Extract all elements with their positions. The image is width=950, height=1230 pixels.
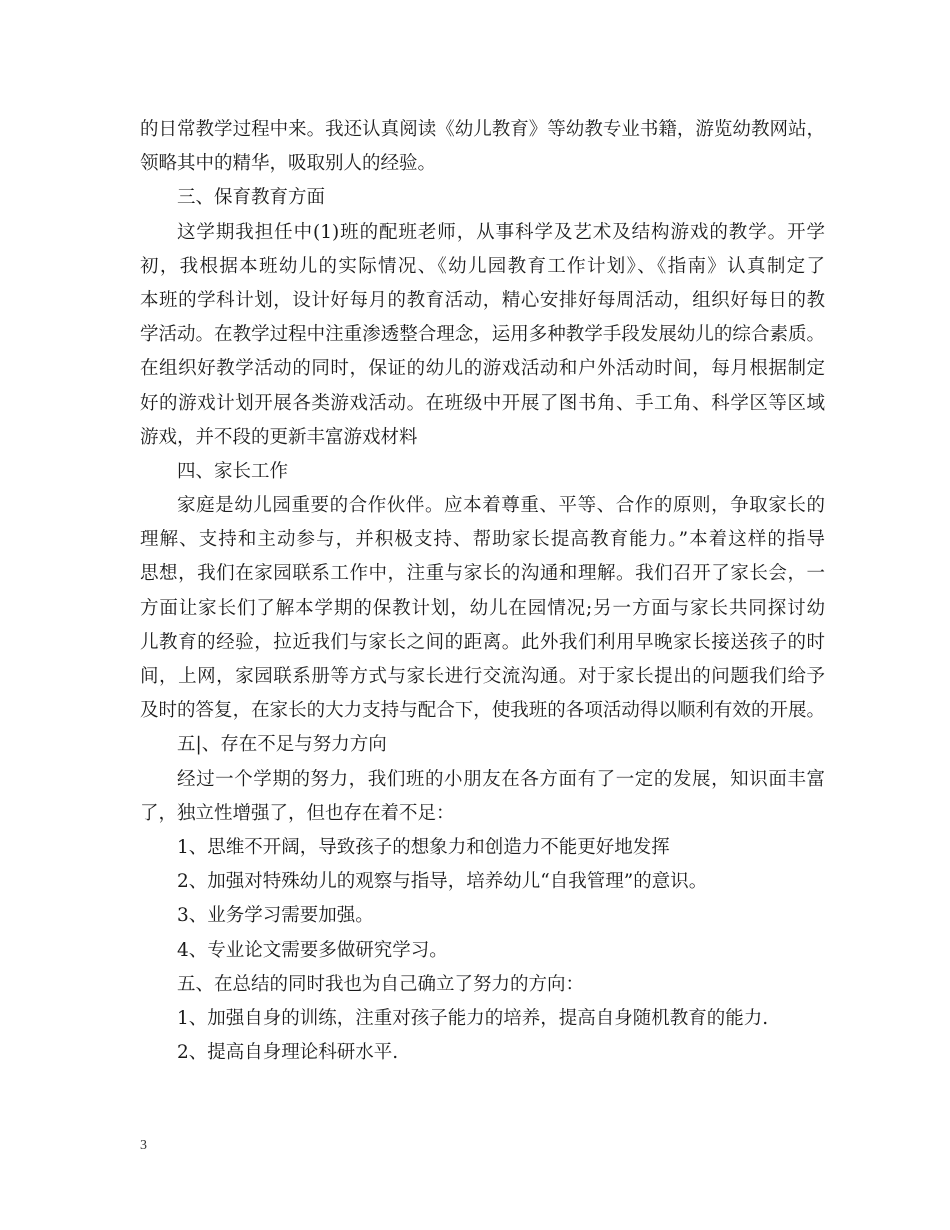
text-line: 本班的学科计划，设计好每月的教育活动，精心安排好每周活动，组织好每日的教	[140, 289, 825, 311]
text-line: 这学期我担任中(1)班的配班老师，从事科学及艺术及结构游戏的教学。开学	[177, 221, 825, 243]
text-line: 2、加强对特殊幼儿的观察与指导，培养幼儿“自我管理”的意识。	[177, 871, 708, 893]
text-line: 2、提高自身理论科研水平.	[177, 1042, 399, 1064]
document-body	[140, 113, 825, 1070]
text-line: 领略其中的精华，吸取别人的经验。	[140, 153, 437, 175]
text-line: 三、保育教育方面	[177, 187, 326, 209]
page-number: 3	[140, 1138, 147, 1153]
text-line: 学活动。在教学过程中注重渗透整合理念，运用多种教学手段发展幼儿的综合素质。	[140, 324, 825, 346]
text-line: 思想，我们在家园联系工作中，注重与家长的沟通和理解。我们召开了家长会，一	[140, 563, 825, 585]
text-line: 经过一个学期的努力，我们班的小朋友在各方面有了一定的发展，知识面丰富	[177, 768, 825, 790]
text-line: 1、加强自身的训练，注重对孩子能力的培养，提高自身随机教育的能力.	[177, 1007, 769, 1029]
text-line: 家庭是幼儿园重要的合作伙伴。应本着尊重、平等、合作的原则，争取家长的	[177, 495, 825, 517]
text-line: 方面让家长们了解本学期的保教计划，幼儿在园情况;另一方面与家长共同探讨幼	[140, 597, 825, 619]
text-line: 初，我根据本班幼儿的实际情况、《幼儿园教育工作计划》、《指南》认真制定了	[140, 255, 825, 277]
text-line: 的日常教学过程中来。我还认真阅读《幼儿教育》等幼教专业书籍，游览幼教网站，	[140, 119, 825, 140]
text-line: 游戏，并不段的更新丰富游戏材料	[140, 426, 418, 448]
text-line: 在组织好教学活动的同时，保证的幼儿的游戏活动和户外活动时间，每月根据制定	[140, 358, 825, 380]
text-line: 3、业务学习需要加强。	[177, 905, 374, 927]
text-line: 了，独立性增强了，但也存在着不足：	[140, 802, 455, 824]
text-line: 4、专业论文需要多做研究学习。	[177, 939, 448, 961]
text-line: 五、在总结的同时我也为自己确立了努力的方向：	[177, 973, 585, 995]
text-line: 及时的答复，在家长的大力支持与配合下，使我班的各项活动得以顺利有效的开展。	[140, 700, 825, 722]
text-line: 儿教育的经验，拉近我们与家长之间的距离。此外我们利用早晚家长接送孩子的时	[140, 631, 825, 653]
text-line: 四、家长工作	[177, 460, 289, 482]
text-line: 五|、存在不足与努力方向	[177, 734, 387, 756]
text-line: 1、思维不开阔，导致孩子的想象力和创造力不能更好地发挥	[177, 836, 670, 858]
text-line: 间，上网，家园联系册等方式与家长进行交流沟通。对于家长提出的问题我们给予	[140, 666, 825, 687]
text-line: 理解、支持和主动参与，并积极支持、帮助家长提高教育能力。”本着这样的指导	[140, 529, 825, 551]
text-line: 好的游戏计划开展各类游戏活动。在班级中开展了图书角、手工角、科学区等区域	[140, 392, 825, 414]
